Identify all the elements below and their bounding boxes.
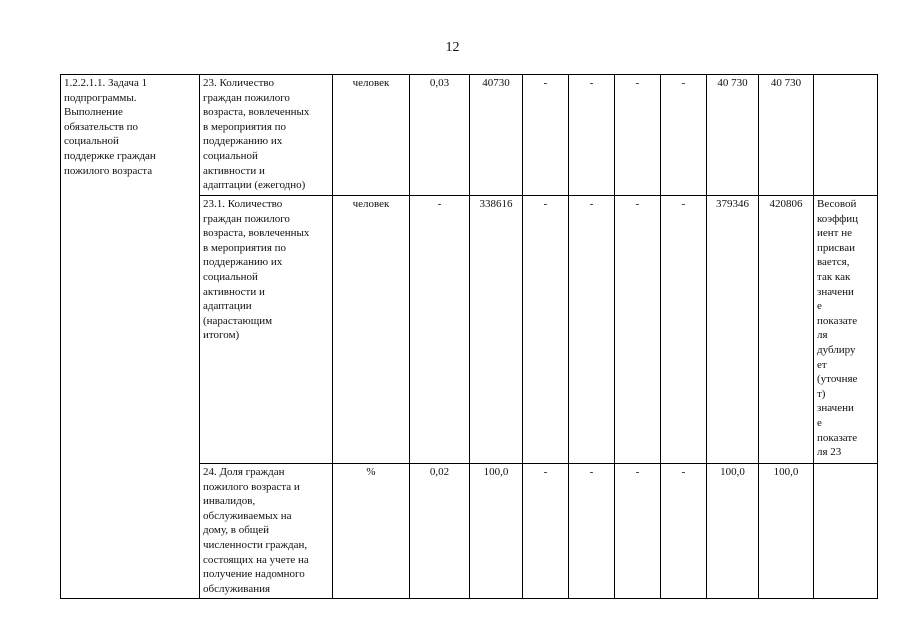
note-cell: Весовой коэффиц иент не присваи вается, так как значени е показате ля дублиру ет (уточняе т) значени е показате ля 23 — [814, 196, 878, 464]
value-cell: - — [615, 464, 661, 599]
value-cell: 379346 — [707, 196, 759, 464]
value-cell: - — [569, 196, 615, 464]
base-value-cell: 338616 — [470, 196, 523, 464]
indicator-cell: 24. Доля граждан пожилого возраста и инвалидов, обслуживаемых на дому, в общей численности граждан, состоящих на учете на получение надомного обслуживания — [200, 464, 333, 599]
value-cell: - — [615, 196, 661, 464]
task-cell: 1.2.2.1.1. Задача 1 подпрограммы. Выполнение обязательств по социальной поддержке граждан пожилого возраста — [61, 75, 200, 599]
value-cell: - — [661, 75, 707, 196]
value-cell: 40 730 — [707, 75, 759, 196]
value-cell: - — [661, 196, 707, 464]
indicator-cell: 23. Количество граждан пожилого возраста, вовлеченных в мероприятия по поддержанию их социальной активности и адаптации (ежегодно) — [200, 75, 333, 196]
weight-cell: 0,02 — [410, 464, 470, 599]
value-cell: - — [569, 464, 615, 599]
value-cell: - — [523, 75, 569, 196]
unit-cell: % — [333, 464, 410, 599]
value-cell: - — [523, 196, 569, 464]
page-number: 12 — [445, 40, 460, 55]
value-cell: 100,0 — [707, 464, 759, 599]
note-cell — [814, 464, 878, 599]
table-row — [61, 75, 878, 196]
weight-cell: - — [410, 196, 470, 464]
value-cell: - — [661, 464, 707, 599]
value-cell: 40 730 — [759, 75, 814, 196]
indicators-table — [60, 74, 878, 599]
value-cell: 100,0 — [759, 464, 814, 599]
value-cell: - — [523, 464, 569, 599]
weight-cell: 0,03 — [410, 75, 470, 196]
value-cell: 420806 — [759, 196, 814, 464]
base-value-cell: 40730 — [470, 75, 523, 196]
indicator-cell: 23.1. Количество граждан пожилого возраста, вовлеченных в мероприятия по поддержанию их социальной активности и адаптации (нарастающим итогом) — [200, 196, 333, 464]
base-value-cell: 100,0 — [470, 464, 523, 599]
note-cell — [814, 75, 878, 196]
unit-cell: человек — [333, 196, 410, 464]
value-cell: - — [615, 75, 661, 196]
value-cell: - — [569, 75, 615, 196]
unit-cell: человек — [333, 75, 410, 196]
